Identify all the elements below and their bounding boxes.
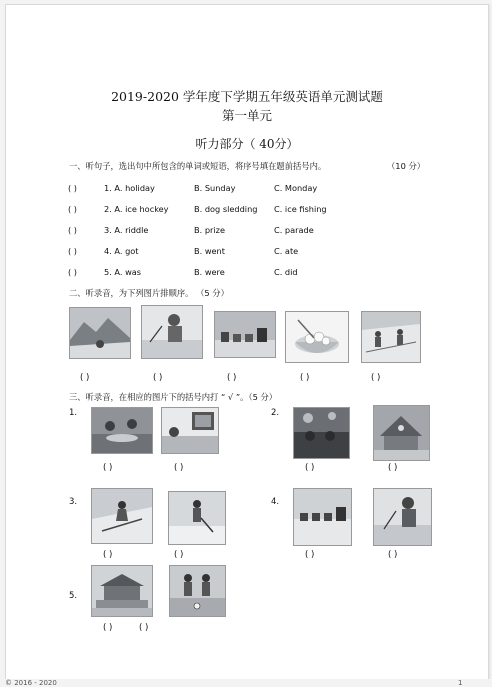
option-a: 1. A. holiday bbox=[104, 183, 155, 193]
check-paren[interactable]: ( ) bbox=[305, 463, 315, 473]
picture-ice-fishing bbox=[141, 305, 203, 359]
check-paren[interactable]: ( ) bbox=[103, 550, 113, 560]
check-paren[interactable]: ( ) bbox=[103, 623, 113, 633]
order-paren[interactable]: ( ) bbox=[153, 373, 163, 383]
picture-festival-parade bbox=[373, 405, 430, 461]
option-b: B. went bbox=[194, 246, 225, 256]
check-paren[interactable]: ( ) bbox=[174, 463, 184, 473]
section3-heading: 三、听录音，在相应的图片下的括号内打 “ √ ”。（5 分） bbox=[69, 392, 278, 402]
check-paren[interactable]: ( ) bbox=[388, 550, 398, 560]
check-paren[interactable]: ( ) bbox=[174, 550, 184, 560]
option-c: C. did bbox=[274, 267, 298, 277]
option-b: B. prize bbox=[194, 225, 225, 235]
exam-title: 2019-2020 学年度下学期五年级英语单元测试题 bbox=[111, 89, 383, 104]
picture-family-dinner bbox=[91, 407, 153, 454]
picture-dumplings-bowl bbox=[285, 311, 349, 363]
option-b: B. Sunday bbox=[194, 183, 236, 193]
question-number: 4. bbox=[271, 497, 280, 507]
section1-heading: 一、听句子，选出句中所包含的单词或短语，将序号填在题前括号内。 bbox=[69, 161, 327, 171]
order-paren[interactable]: ( ) bbox=[371, 373, 381, 383]
question-number: 1. bbox=[69, 408, 78, 418]
option-c: C. parade bbox=[274, 225, 314, 235]
question-number: 5. bbox=[69, 591, 78, 601]
order-paren[interactable]: ( ) bbox=[227, 373, 237, 383]
picture-ice-fishing-2 bbox=[373, 488, 432, 546]
picture-ice-hockey bbox=[168, 491, 226, 545]
check-paren[interactable]: ( ) bbox=[305, 550, 315, 560]
question-number: 3. bbox=[69, 497, 78, 507]
picture-skiing bbox=[91, 488, 153, 544]
option-c: C. ate bbox=[274, 246, 299, 256]
picture-dog-sledding bbox=[214, 311, 276, 358]
section2-heading: 二、听录音，为下列图片排顺序。 （5 分） bbox=[69, 288, 229, 298]
picture-playing-football bbox=[169, 565, 226, 617]
answer-paren[interactable]: ( ) bbox=[68, 225, 77, 235]
order-paren[interactable]: ( ) bbox=[80, 373, 90, 383]
option-a: 2. A. ice hockey bbox=[104, 204, 169, 214]
answer-paren[interactable]: ( ) bbox=[68, 267, 77, 277]
option-b: B. dog sledding bbox=[194, 204, 258, 214]
answer-paren[interactable]: ( ) bbox=[68, 246, 77, 256]
option-c: C. ice fishing bbox=[274, 204, 327, 214]
check-paren[interactable]: ( ) bbox=[388, 463, 398, 473]
option-b: B. were bbox=[194, 267, 225, 277]
document-page bbox=[5, 4, 489, 680]
picture-watching-tv bbox=[161, 407, 219, 454]
check-paren[interactable]: ( ) bbox=[103, 463, 113, 473]
picture-skiing-group bbox=[361, 311, 421, 363]
order-paren[interactable]: ( ) bbox=[300, 373, 310, 383]
answer-paren[interactable]: ( ) bbox=[68, 204, 77, 214]
option-a: 4. A. got bbox=[104, 246, 139, 256]
option-c: C. Monday bbox=[274, 183, 318, 193]
picture-skating-mountain bbox=[69, 307, 131, 359]
footer-bar bbox=[0, 679, 492, 687]
listening-section-title: 听力部分（ 40分） bbox=[195, 137, 299, 151]
section1-score: （10 分） bbox=[387, 161, 426, 171]
footer-copyright: © 2016 - 2020 bbox=[5, 679, 57, 687]
picture-fireworks-crowd bbox=[293, 407, 350, 459]
check-paren[interactable]: ( ) bbox=[139, 623, 149, 633]
picture-dog-sledding-2 bbox=[293, 488, 352, 546]
option-a: 3. A. riddle bbox=[104, 225, 149, 235]
option-a: 5. A. was bbox=[104, 267, 142, 277]
picture-tiananmen bbox=[91, 565, 153, 617]
question-number: 2. bbox=[271, 408, 280, 418]
answer-paren[interactable]: ( ) bbox=[68, 183, 77, 193]
unit-title: 第一单元 bbox=[221, 108, 272, 123]
footer-page-number: 1 bbox=[458, 679, 463, 687]
